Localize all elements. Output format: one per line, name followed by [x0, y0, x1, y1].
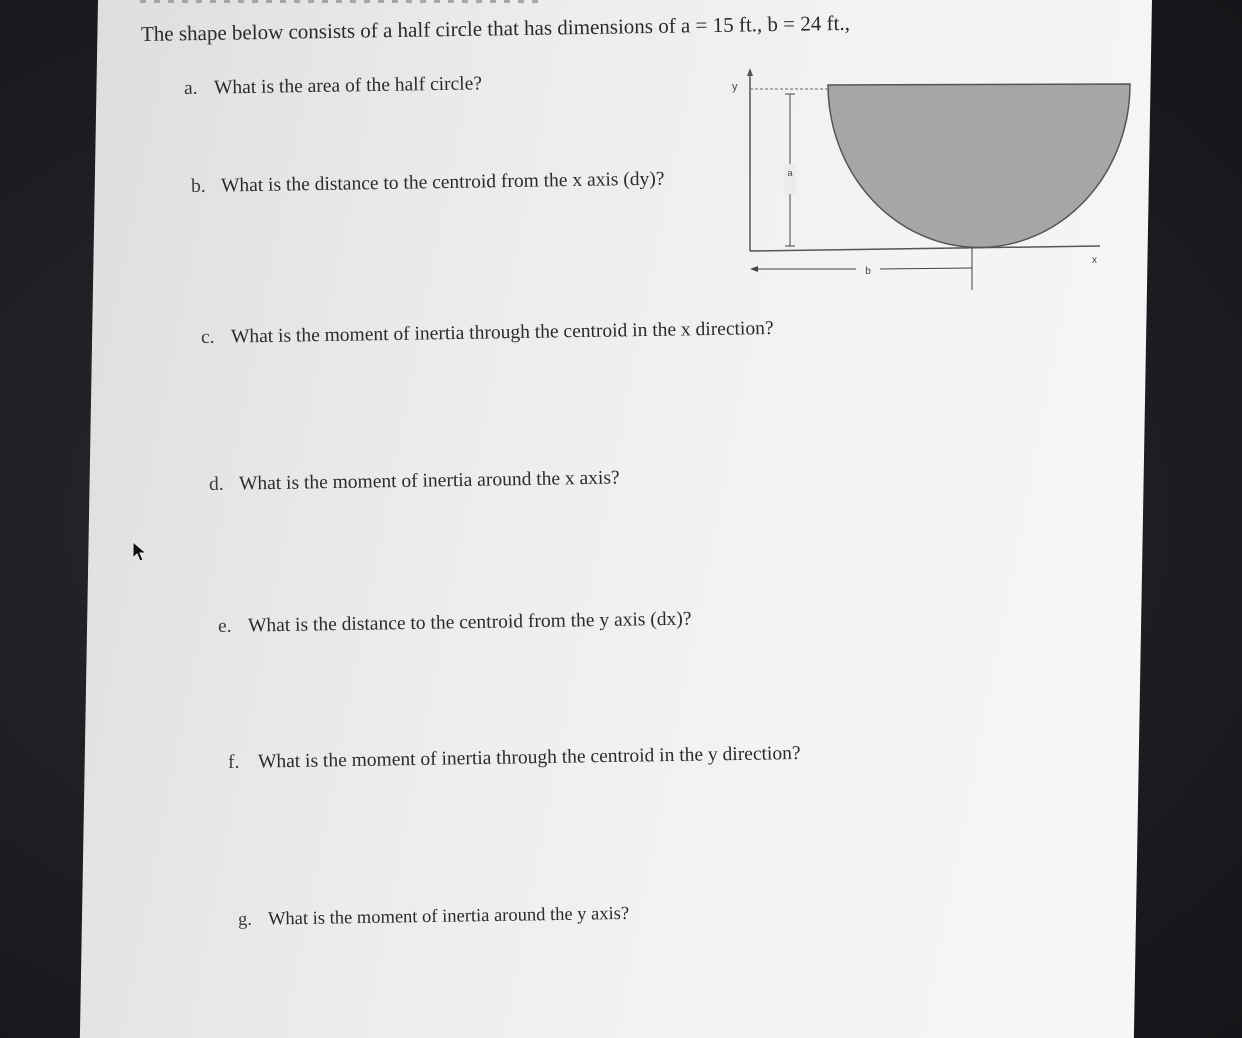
question-text: What is the moment of inertia through the centroid in the y direction?: [257, 743, 801, 773]
half-circle-shape: [828, 84, 1130, 248]
question-label: f.: [227, 751, 240, 773]
bleed-through-marks: [140, 0, 540, 3]
question-label: d.: [208, 473, 224, 495]
question-text: What is the distance to the centroid from the x axis (dy)?: [220, 168, 665, 197]
question-label: b.: [190, 175, 206, 197]
question-text: What is the moment of inertia through the centroid in the x direction?: [230, 318, 774, 348]
half-circle-figure: [728, 66, 1148, 301]
question-label: a.: [183, 77, 198, 99]
question-label: c.: [200, 326, 215, 348]
question-text: What is the moment of inertia around the y axis?: [267, 903, 630, 930]
dimension-b-line-right: [880, 268, 972, 269]
x-axis-label: x: [1092, 255, 1097, 266]
question-text: What is the distance to the centroid from the y axis (dx)?: [247, 608, 692, 637]
question-label: g.: [237, 909, 253, 930]
question-label: e.: [217, 615, 232, 637]
dimension-b-arrow: [750, 266, 758, 272]
dimension-a-label: a: [787, 168, 793, 178]
half-circle-diagram: [728, 66, 1148, 301]
problem-statement: The shape below consists of a half circle that has dimensions of a = 15 ft., b = 24 ft.,: [140, 10, 851, 46]
y-axis-arrow: [747, 68, 753, 76]
question-text: What is the area of the half circle?: [213, 73, 483, 99]
x-axis-line: [750, 246, 1100, 251]
question-text: What is the moment of inertia around the x axis?: [238, 467, 620, 495]
mouse-pointer-icon: [132, 541, 148, 568]
question-a: [184, 73, 482, 100]
dimension-b-label: b: [865, 266, 871, 277]
y-axis-label: y: [732, 81, 738, 93]
